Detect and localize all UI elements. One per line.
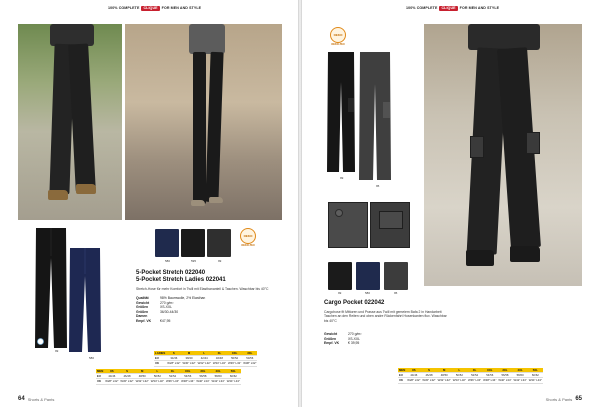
spec-value: € 39,95 [348, 341, 360, 346]
table-cell: W38" L32" [243, 361, 257, 366]
spec-key: Größen [136, 305, 149, 310]
table-header-cell: 5XL [226, 369, 241, 374]
table-header-cell: 4XL [211, 369, 226, 374]
table-cell: 60/62 [226, 374, 241, 379]
table-header-cell: S [166, 351, 181, 356]
table-cell: W38" L34" [181, 379, 195, 384]
spec-key: Gewicht [136, 300, 150, 305]
swatch-black[interactable] [328, 262, 352, 290]
table-cell: W32" L32" [135, 379, 149, 384]
table-cell: EU [96, 374, 104, 379]
table-cell: W40" L34" [498, 378, 512, 383]
table-header-cell: XXL [180, 369, 195, 374]
table-cell: 54/56 [242, 356, 257, 361]
table-header-cell: XL [165, 369, 180, 374]
flat-label: 99 [55, 349, 59, 353]
spec-key: Empf. VK [136, 318, 152, 323]
table-header-cell: M [181, 351, 196, 356]
swatch-black[interactable] [181, 229, 205, 257]
table-header-cell: 3XL [497, 368, 512, 373]
table-cell: UK [154, 361, 166, 366]
table-cell: 50/52 [227, 356, 242, 361]
table-header-cell: LADIES [155, 351, 166, 356]
model-cargo [464, 24, 544, 286]
spec-key: Qualität [136, 296, 149, 300]
table-header-cell: L [150, 369, 165, 374]
table-cell: 54/56 [482, 373, 497, 378]
certificate-icon: OEKO [330, 27, 346, 43]
table-cell: 56/58 [195, 374, 210, 379]
table-header-cell: XL [467, 368, 482, 373]
header-brand-pill: CLIQUE [143, 5, 158, 10]
certificate-icon: OEKO [240, 228, 256, 244]
table-cell: 54/56 [180, 374, 195, 379]
table-header-cell: XL [212, 351, 227, 356]
swatch-label: 580 [165, 259, 171, 263]
page-folio [546, 396, 582, 402]
table-row [96, 379, 241, 384]
oeko-tex-badge: OEKO OEKO-TEX [240, 228, 256, 247]
model-men [48, 24, 98, 220]
table-cell: W44" L34" [226, 379, 240, 384]
tag-icon [37, 338, 44, 345]
table-cell: W30" L32" [182, 361, 196, 366]
spec-key: Gewicht [324, 332, 338, 336]
model-ladies [187, 24, 227, 220]
page-number: 64 [18, 396, 25, 402]
table-cell: W28" L32" [407, 378, 421, 383]
table-row [154, 361, 257, 366]
table-row [398, 378, 543, 383]
table-header-cell: 5XL [528, 368, 543, 373]
table-cell: 58/60 [211, 374, 226, 379]
table-header-cell: XXL [227, 351, 242, 356]
catalog-page-right [302, 0, 600, 407]
swatch-label: 95 [394, 291, 398, 295]
table-header-cell: MEN [399, 368, 406, 373]
spec-value: 36/30-44/30 [160, 309, 179, 314]
table-cell: W42" L34" [513, 378, 527, 383]
table-header-cell: MEN [97, 369, 104, 374]
header-tail: FOR MEN AND STYLE [161, 6, 202, 10]
spec-value: 270 g/m² [348, 332, 362, 336]
oeko-tex-badge: OEKO OEKO-TEX [330, 27, 346, 46]
spec-row [136, 319, 256, 324]
table-cell: W36" L34" [165, 379, 180, 384]
swatch-navy[interactable] [356, 262, 380, 290]
header-tail: FOR MEN AND STYLE [459, 6, 500, 10]
table-cell: W32" L32" [197, 361, 211, 366]
table-cell: 38/40 [181, 356, 196, 361]
spec-row [324, 341, 444, 346]
page-number: 65 [575, 396, 582, 402]
table-cell: W28" L32" [167, 361, 181, 366]
table-cell: 34/36 [166, 356, 181, 361]
section-name: Shorts & Pants [545, 396, 573, 402]
table-cell: 52/54 [165, 374, 180, 379]
table-header-cell: S [119, 369, 134, 374]
flat-cargo-black [326, 52, 356, 174]
table-cell: W30" L32" [422, 378, 436, 383]
swatch-label: 595 [191, 259, 197, 263]
table-cell: 50/52 [150, 374, 165, 379]
spec-value: 270 g/m² [160, 300, 174, 305]
spec-value: 98% Baumwolle, 2% Elasthan [160, 296, 206, 300]
table-cell: 52/54 [467, 373, 482, 378]
product-title: 5-Pocket Stretch Ladies 022041 [136, 277, 226, 283]
detail-pocket [370, 202, 410, 248]
swatch-label: 99 [338, 291, 342, 295]
spec-value: XS-XXL [160, 305, 173, 310]
product-description: Stretch-Hose für mehr Komfort in Twill mit Elasthananteil & Taschen. Waschbar bis 40°C [136, 287, 269, 291]
table-header-cell: 3XL [195, 369, 210, 374]
table-cell: W42" L34" [211, 379, 225, 384]
header-lead: 100% COMPLETE [406, 6, 438, 10]
table-header-cell: M [437, 368, 452, 373]
spec-list [136, 296, 256, 324]
table-cell: W40" L34" [196, 379, 210, 384]
swatch-charcoal[interactable] [384, 262, 408, 290]
table-cell: W36" L32" [228, 361, 242, 366]
model-photo-ladies [125, 24, 282, 220]
table-cell: 46/48 [421, 373, 436, 378]
detail-button [328, 202, 368, 248]
table-header-cell: L [197, 351, 212, 356]
header-bar [406, 5, 499, 11]
flat-cargo-charcoal [358, 52, 392, 182]
swatch-label: 99 [218, 259, 222, 263]
spec-key: Empf. VK [324, 341, 340, 346]
table-header-cell: 3XL [242, 351, 257, 356]
table-cell: 42/44 [197, 356, 212, 361]
table-header-cell: XXL [482, 368, 497, 373]
swatch-label: 580 [365, 291, 371, 295]
table-cell: 58/60 [513, 373, 528, 378]
button-icon [335, 209, 343, 217]
table-cell: 48/50 [135, 374, 150, 379]
table-cell: W34" L32" [150, 379, 164, 384]
model-photo-cargo [424, 24, 582, 286]
size-table-ladies [154, 351, 257, 367]
size-table-men [96, 369, 241, 385]
swatch-navy[interactable] [155, 229, 179, 257]
table-cell: 46/48 [119, 374, 134, 379]
table-header-cell: 4XL [513, 368, 528, 373]
table-cell: W34" L32" [452, 378, 466, 383]
page-folio [18, 396, 54, 402]
table-cell: W32" L32" [437, 378, 451, 383]
table-header-cell: XS [104, 369, 119, 374]
table-cell: 60/62 [528, 373, 543, 378]
spec-key: Größen Damen [136, 309, 149, 319]
table-cell: W36" L34" [467, 378, 482, 383]
table-cell: 44/46 [104, 374, 119, 379]
table-cell: 46/48 [212, 356, 227, 361]
table-cell: 50/52 [452, 373, 467, 378]
table-cell: W30" L32" [120, 379, 134, 384]
table-cell: W44" L34" [528, 378, 542, 383]
table-cell: W38" L34" [483, 378, 497, 383]
model-photo-men [18, 24, 122, 220]
table-cell: 44/46 [406, 373, 421, 378]
flat-label: 95 [376, 184, 380, 188]
spec-list [324, 332, 444, 346]
table-cell: EU [154, 356, 166, 361]
table-cell: 48/50 [437, 373, 452, 378]
spec-row [136, 310, 256, 319]
table-cell: W34" L32" [212, 361, 227, 366]
spec-value: XS-XXL [348, 336, 361, 341]
table-cell: UK [398, 378, 406, 383]
header-bar [108, 5, 201, 11]
spec-key: Größen [324, 336, 337, 341]
table-cell: W28" L32" [105, 379, 119, 384]
table-header-cell: L [452, 368, 467, 373]
product-title: Cargo Pocket 022042 [324, 300, 385, 306]
table-header-cell: M [135, 369, 150, 374]
flat-pants-navy [68, 248, 102, 354]
product-description: Cargohose fit Mittoren und Prasse aus Twill mit gemeiem Bafa 2 in Handarbeit Taschen an den Reiten und oben andre Rückenfahrt Hosenkanten flux. Waschbar bis 40°C [324, 310, 447, 323]
size-table-men [398, 368, 543, 384]
header-lead: 100% COMPLETE [108, 6, 140, 10]
table-header-cell: XS [406, 368, 421, 373]
table-cell: 56/58 [497, 373, 512, 378]
product-title: 5-Pocket Stretch 022040 [136, 270, 206, 276]
header-brand-pill: CLIQUE [441, 5, 456, 10]
table-header-cell: S [421, 368, 436, 373]
flat-label: 580 [89, 356, 95, 360]
section-name: Shorts & Pants [27, 396, 55, 402]
spec-value: €47,95 [160, 318, 171, 323]
flat-label: 99 [340, 176, 344, 180]
catalog-page-left [0, 0, 298, 407]
table-cell: UK [96, 379, 104, 384]
flat-pants-black [34, 228, 68, 350]
swatch-charcoal[interactable] [207, 229, 231, 257]
table-cell: EU [398, 373, 406, 378]
